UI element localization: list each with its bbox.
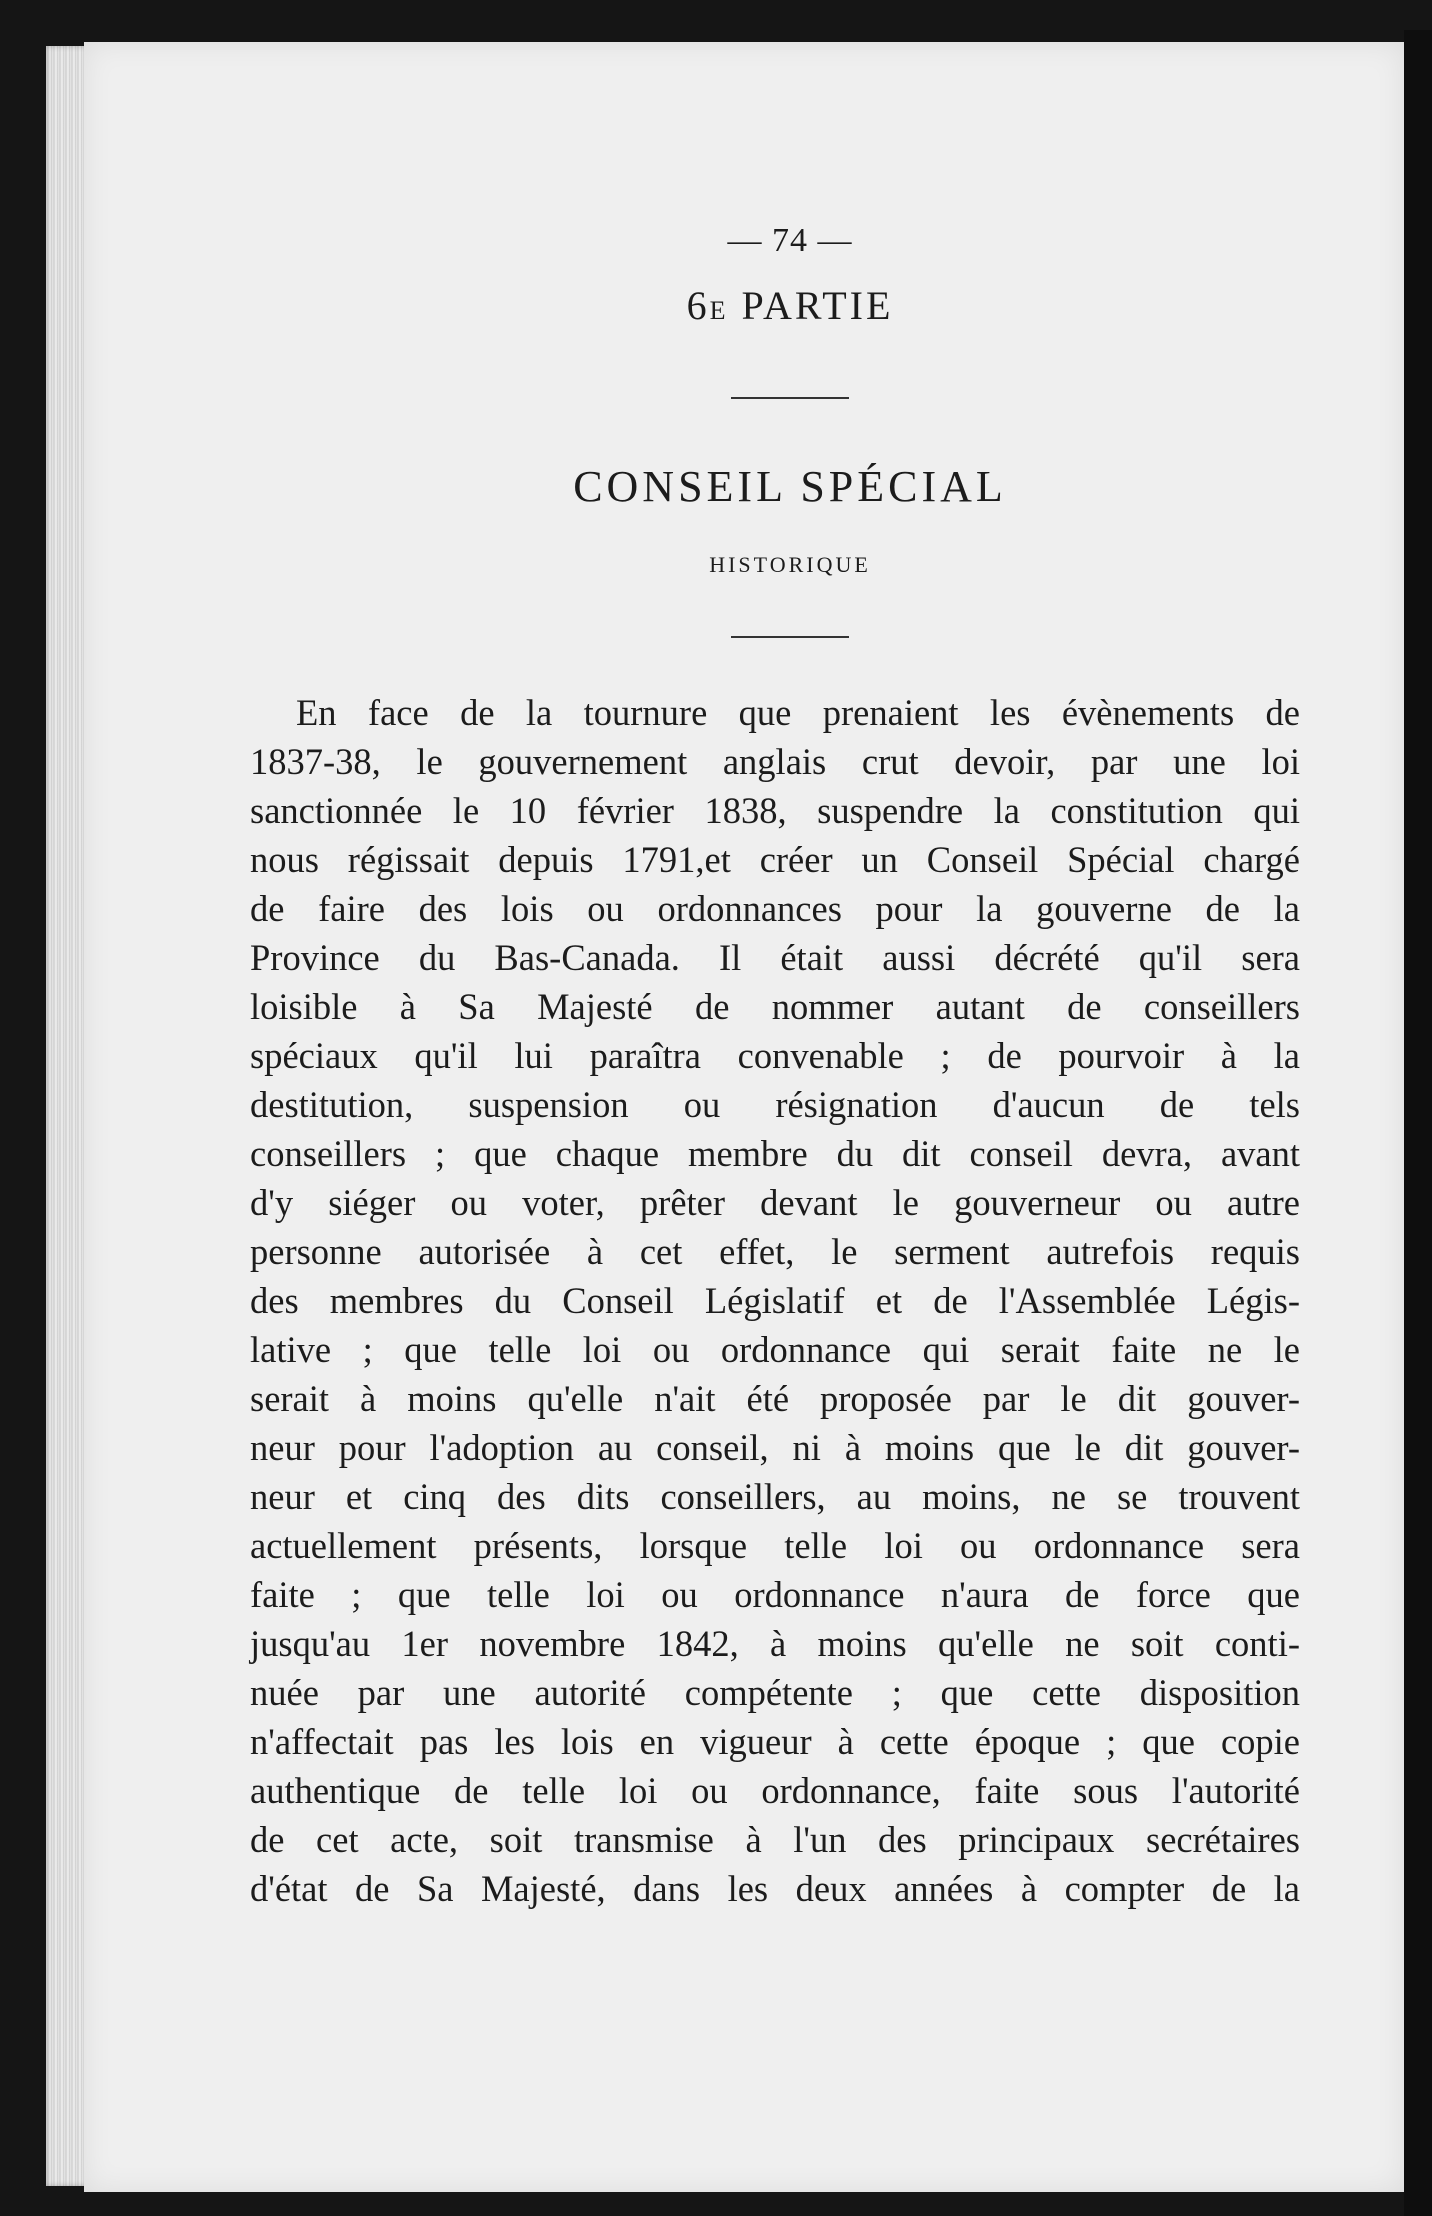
text-line: loisible à Sa Majesté de nommer autant de conseillers: [250, 986, 1300, 1027]
part-heading: [280, 282, 1300, 329]
text-line: spéciaux qu'il lui paraîtra convenable ; de pourvoir à la: [250, 1035, 1300, 1076]
page-content: [250, 222, 1300, 1913]
part-label: PARTIE: [741, 283, 894, 328]
text-line: sanctionnée le 10 février 1838, suspendre la constitution qui: [250, 790, 1300, 831]
text-line: personne autorisée à cet effet, le serment autrefois requis: [250, 1231, 1300, 1272]
divider-rule: [731, 636, 849, 638]
text-line: conseillers ; que chaque membre du dit conseil devra, avant: [250, 1133, 1300, 1174]
text-line: 1837-38, le gouvernement anglais crut devoir, par une loi: [250, 741, 1300, 782]
text-line: nuée par une autorité compétente ; que cette disposition: [250, 1672, 1300, 1713]
body-paragraph: [250, 688, 1300, 1913]
text-line: des membres du Conseil Législatif et de l'Assemblée Légis-: [250, 1280, 1300, 1321]
part-suffix: E: [709, 296, 729, 325]
text-line: de cet acte, soit transmise à l'un des principaux secrétaires: [250, 1819, 1300, 1860]
text-line: authentique de telle loi ou ordonnance, faite sous l'autorité: [250, 1770, 1300, 1811]
text-line: d'état de Sa Majesté, dans les deux années à compter de la: [250, 1868, 1300, 1909]
text-line: faite ; que telle loi ou ordonnance n'aura de force que: [250, 1574, 1300, 1615]
scan-border: [1404, 30, 1432, 2216]
text-line: nous régissait depuis 1791,et créer un Conseil Spécial chargé: [250, 839, 1300, 880]
page-number: — 74 —: [727, 222, 853, 259]
divider-rule: [731, 397, 849, 399]
text-line: n'affectait pas les lois en vigueur à cette époque ; que copie: [250, 1721, 1300, 1762]
text-line: jusqu'au 1er novembre 1842, à moins qu'elle ne soit conti-: [250, 1623, 1300, 1664]
text-line: serait à moins qu'elle n'ait été proposée par le dit gouver-: [250, 1378, 1300, 1419]
text-line: d'y siéger ou voter, prêter devant le gouverneur ou autre: [250, 1182, 1300, 1223]
section-subtitle: HISTORIQUE: [709, 552, 871, 577]
text-line: neur pour l'adoption au conseil, ni à moins que le dit gouver-: [250, 1427, 1300, 1468]
part-number: 6: [686, 283, 710, 328]
text-line: de faire des lois ou ordonnances pour la gouverne de la: [250, 888, 1300, 929]
text-line: lative ; que telle loi ou ordonnance qui serait faite ne le: [250, 1329, 1300, 1370]
text-line: En face de la tournure que prenaient les évènements de: [296, 692, 1300, 733]
section-title: CONSEIL SPÉCIAL: [573, 462, 1007, 511]
text-line: actuellement présents, lorsque telle loi ou ordonnance sera: [250, 1525, 1300, 1566]
text-line: destitution, suspension ou résignation d'aucun de tels: [250, 1084, 1300, 1125]
text-line: neur et cinq des dits conseillers, au moins, ne se trouvent: [250, 1476, 1300, 1517]
text-line: Province du Bas-Canada. Il était aussi décrété qu'il sera: [250, 937, 1300, 978]
